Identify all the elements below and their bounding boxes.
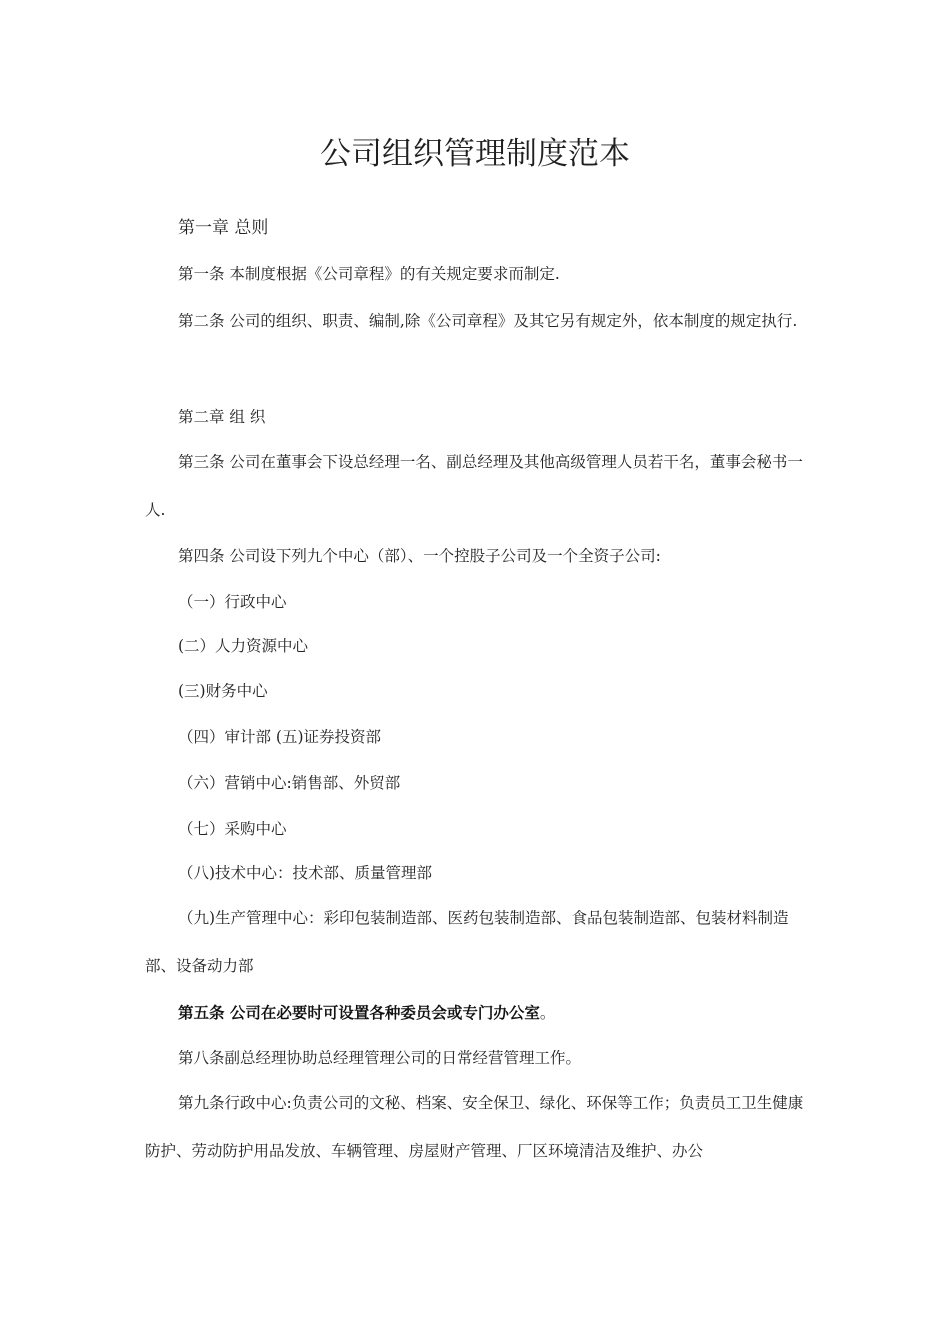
paragraph: 第二条 公司的组织、职责、编制,除《公司章程》及其它另有规定外，依本制度的规定执行. (178, 312, 798, 330)
chapter-heading: 第二章 组 织 (178, 408, 266, 426)
list-item: （八)技术中心：技术部、质量管理部 (178, 864, 433, 882)
list-item: （七）采购中心 (178, 820, 287, 838)
list-item: （九)生产管理中心：彩印包装制造部、医药包装制造部、食品包装制造部、包装材料制造部、设备动力部 (145, 909, 789, 975)
paragraph (145, 989, 807, 1037)
punctuation: 。 (539, 1004, 556, 1022)
bold-text: 第五条 公司在必要时可设置各种委员会或专门办公室 (178, 1003, 540, 1022)
list-item: (二）人力资源中心 (178, 637, 309, 655)
paragraph: 第三条 公司在董事会下设总经理一名、副总经理及其他高级管理人员若干名，董事会秘书一人. (145, 453, 803, 519)
document-title: 公司组织管理制度范本 (320, 136, 630, 172)
list-item: （一）行政中心 (178, 593, 287, 611)
list-item: (三)财务中心 (178, 682, 268, 700)
list-item: （四）审计部 (五)证券投资部 (178, 728, 382, 746)
chapter-heading: 第一章 总则 (178, 218, 269, 238)
list-item: （六）营销中心:销售部、外贸部 (178, 774, 401, 792)
paragraph: 第八条副总经理协助总经理管理公司的日常经营管理工作。 (178, 1049, 582, 1067)
paragraph: 第九条行政中心:负责公司的文秘、档案、安全保卫、绿化、环保等工作；负责员工卫生健康防护、劳动防护用品发放、车辆管理、房屋财产管理、厂区环境清洁及维护、办公 (145, 1094, 804, 1160)
paragraph: 第四条 公司设下列九个中心（部）、一个控股子公司及一个全资子公司: (178, 547, 661, 565)
paragraph: 第一条 本制度根据《公司章程》的有关规定要求而制定. (178, 265, 560, 283)
